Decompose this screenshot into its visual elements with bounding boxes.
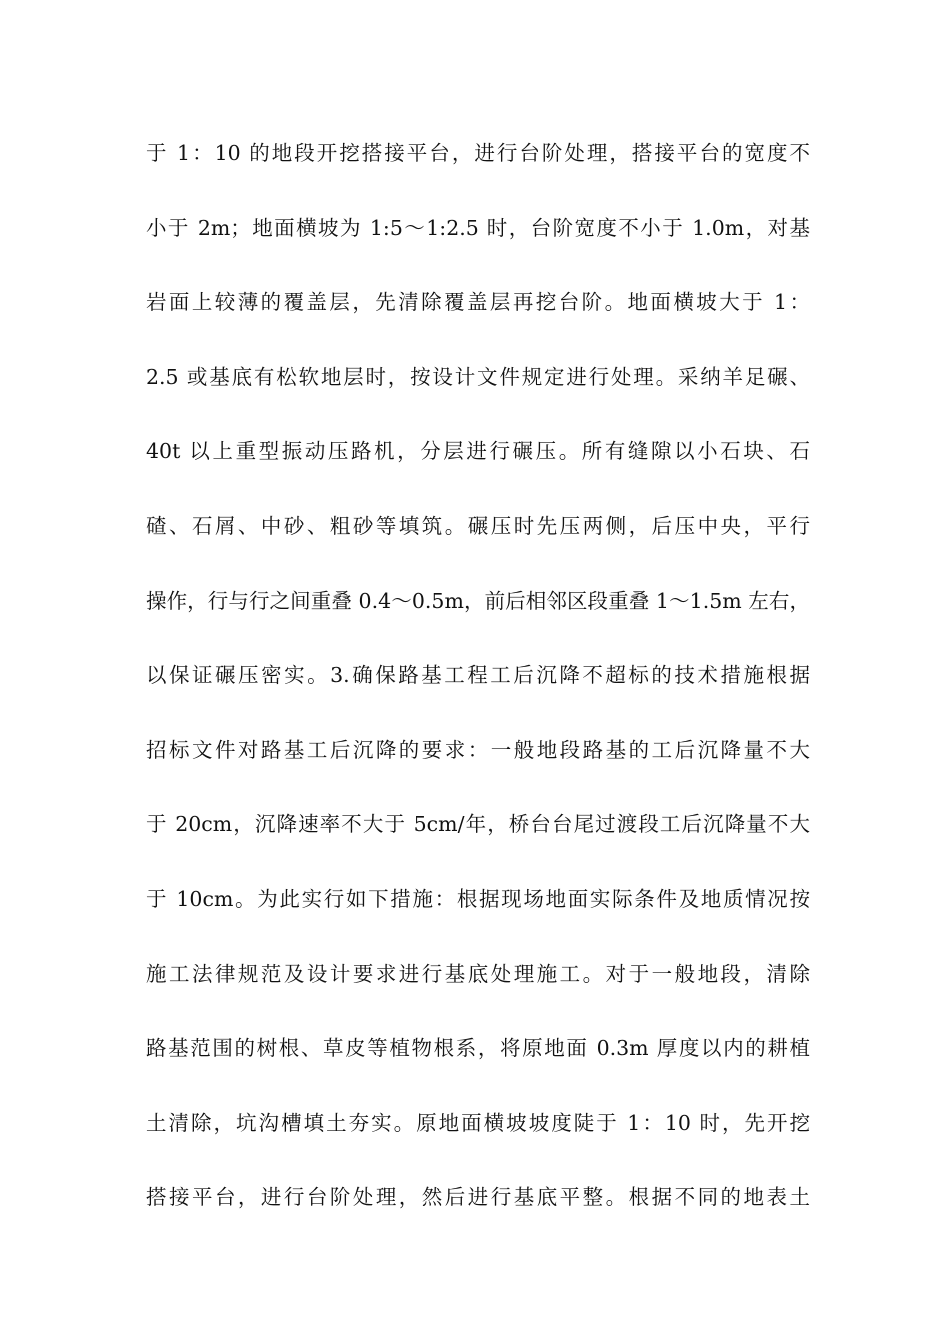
text-line-9: 招标文件对路基工后沉降的要求：一般地段路基的工后沉降量不大 xyxy=(146,737,810,762)
text-line-15: 搭接平台，进行台阶处理，然后进行基底平整。根据不同的地表土 xyxy=(146,1185,810,1210)
text-line-6: 碴、石屑、中砂、粗砂等填筑。碾压时先压两侧，后压中央，平行 xyxy=(146,513,810,538)
text-line-10: 于 20cm，沉降速率不大于 5cm/年，桥台台尾过渡段工后沉降量不大 xyxy=(146,812,810,837)
text-line-5: 40t 以上重型振动压路机，分层进行碾压。所有缝隙以小石块、石 xyxy=(146,439,810,464)
text-line-4: 2.5 或基底有松软地层时，按设计文件规定进行处理。采纳羊足碾、 xyxy=(146,364,810,389)
text-line-7: 操作，行与行之间重叠 0.4～0.5m，前后相邻区段重叠 1～1.5m 左右， xyxy=(146,588,810,613)
text-line-8: 以保证碾压密实。3.确保路基工程工后沉降不超标的技术措施根据 xyxy=(146,663,810,688)
text-line-1: 于 1：10 的地段开挖搭接平台，进行台阶处理，搭接平台的宽度不 xyxy=(146,141,810,165)
text-line-3: 岩面上较薄的覆盖层，先清除覆盖层再挖台阶。地面横坡大于 1： xyxy=(146,290,810,315)
text-line-2: 小于 2m；地面横坡为 1:5～1:2.5 时，台阶宽度不小于 1.0m，对基 xyxy=(146,215,810,240)
text-line-13: 路基范围的树根、草皮等植物根系，将原地面 0.3m 厚度以内的耕植 xyxy=(146,1036,810,1061)
text-line-11: 于 10cm。为此实行如下措施：根据现场地面实际条件及地质情况按 xyxy=(146,886,810,911)
text-line-14: 土清除，坑沟槽填土夯实。原地面横坡坡度陡于 1：10 时，先开挖 xyxy=(146,1110,810,1135)
text-line-12: 施工法律规范及设计要求进行基底处理施工。对于一般地段，清除 xyxy=(146,961,810,986)
body-text xyxy=(146,134,810,1253)
